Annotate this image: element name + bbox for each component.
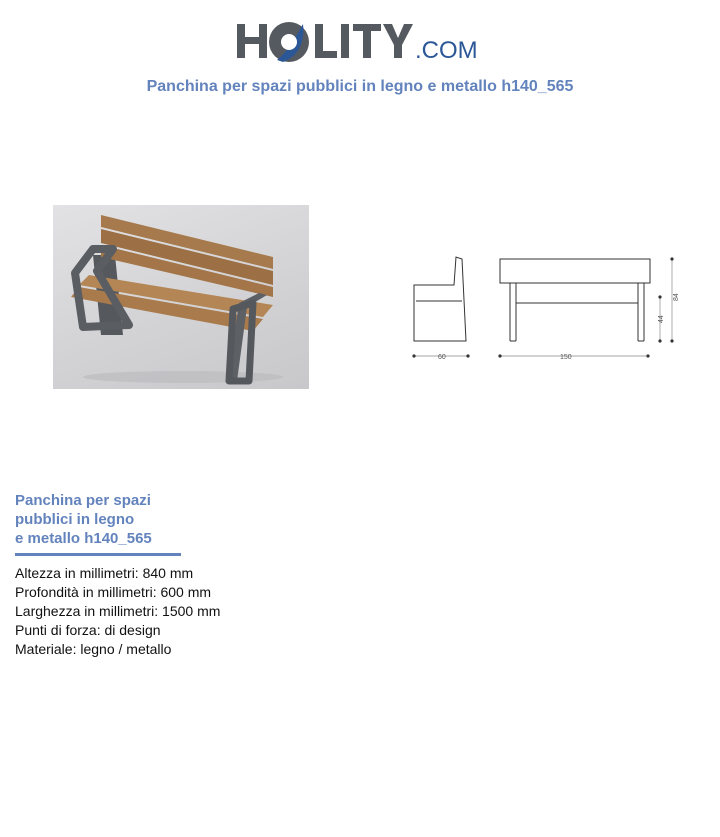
bench-photo[interactable] xyxy=(53,205,309,389)
product-title xyxy=(15,491,185,548)
product-title-line-3: e metallo h140_565 xyxy=(15,530,152,547)
side-depth-label: 60 xyxy=(438,354,446,361)
total-height-label: 84 xyxy=(673,293,680,301)
title-underline xyxy=(15,553,181,556)
spec-list xyxy=(15,564,220,659)
technical-drawing-graphic xyxy=(400,245,690,375)
seat-height-label: 44 xyxy=(658,315,665,323)
holity-logo-graphic xyxy=(235,12,485,72)
page-title: Panchina per spazi pubblici in legno e metallo h140_565 xyxy=(146,78,574,95)
front-width-label: 150 xyxy=(560,354,572,361)
svg-text:.COM: .COM xyxy=(415,37,478,64)
holity-logo[interactable] xyxy=(0,12,720,72)
spec-depth: Profondità in millimetri: 600 mm xyxy=(15,584,212,600)
bench-technical-drawing[interactable] xyxy=(400,245,690,375)
spec-height: Altezza in millimetri: 840 mm xyxy=(15,565,194,581)
spec-width: Larghezza in millimetri: 1500 mm xyxy=(15,603,221,619)
spec-material: Materiale: legno / metallo xyxy=(15,641,172,657)
bench-illustration xyxy=(53,205,309,389)
product-title-line-1: Panchina per spazi xyxy=(15,492,151,509)
spec-strengths: Punti di forza: di design xyxy=(15,622,161,638)
product-title-line-2: pubblici in legno xyxy=(15,511,135,528)
